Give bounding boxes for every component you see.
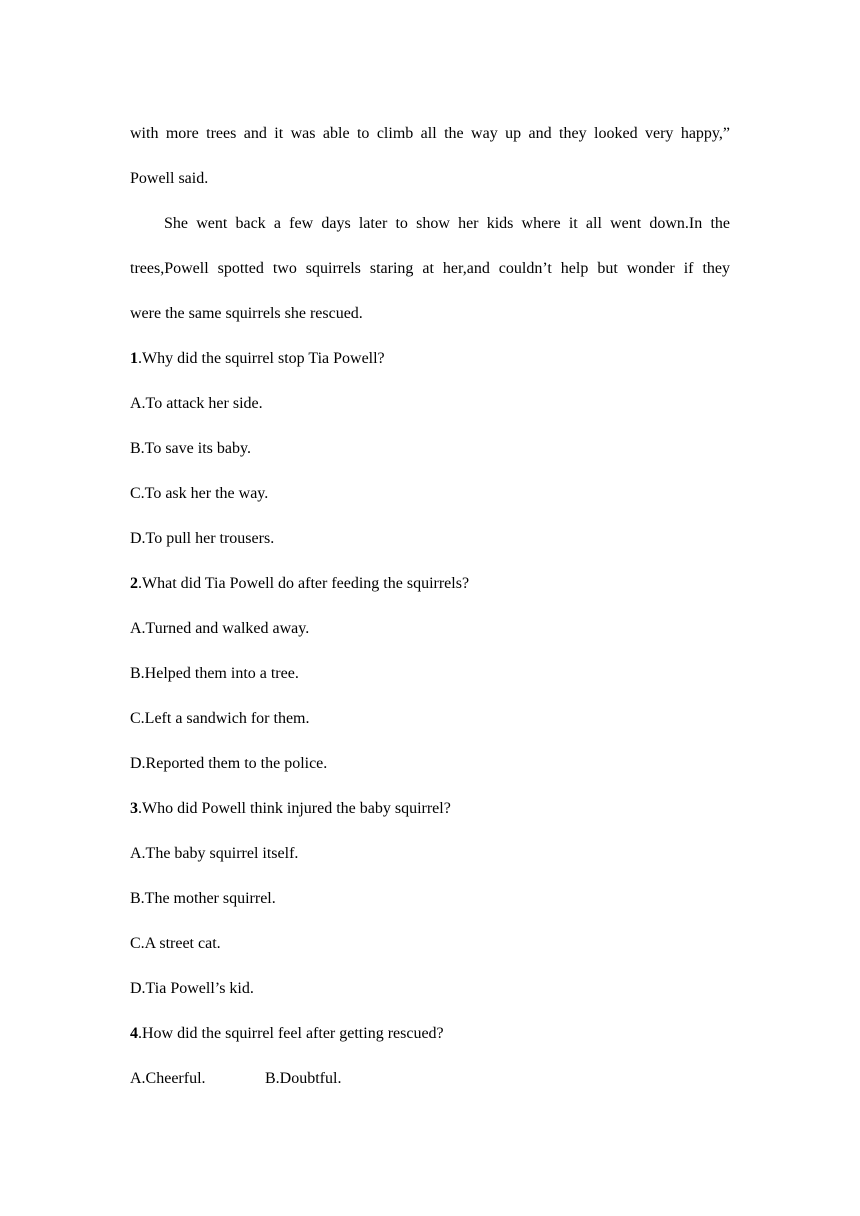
question-4-stem xyxy=(130,1011,730,1056)
question-1-stem xyxy=(130,336,730,381)
question-2-option-d: D.Reported them to the police. xyxy=(130,755,328,772)
passage-line: with more trees and it was able to climb all the way up and they looked very happy,” xyxy=(130,125,730,142)
document-page xyxy=(130,111,730,1101)
question-number: 2 xyxy=(130,575,138,592)
question-number: 1 xyxy=(130,350,138,367)
passage-line: She went back a few days later to show her kids where it all went down.In the xyxy=(164,215,730,232)
question-4-option-b: B.Doubtful. xyxy=(265,1070,342,1087)
question-2-option-a: A.Turned and walked away. xyxy=(130,620,310,637)
question-3-option-a: A.The baby squirrel itself. xyxy=(130,845,299,862)
question-4-options-row xyxy=(130,1056,730,1101)
question-2-option-c: C.Left a sandwich for them. xyxy=(130,710,310,727)
question-4-option-a: A.Cheerful. xyxy=(130,1070,206,1087)
passage-line: Powell said. xyxy=(130,170,209,187)
question-1-option-c: C.To ask her the way. xyxy=(130,485,269,502)
question-2-option-b: B.Helped them into a tree. xyxy=(130,665,299,682)
question-text: .How did the squirrel feel after getting rescued? xyxy=(138,1025,444,1042)
question-3-option-b: B.The mother squirrel. xyxy=(130,890,276,907)
question-1-option-d: D.To pull her trousers. xyxy=(130,530,275,547)
question-number: 3 xyxy=(130,800,138,817)
question-3-stem xyxy=(130,786,730,831)
question-3-option-d: D.Tia Powell’s kid. xyxy=(130,980,254,997)
passage-line: were the same squirrels she rescued. xyxy=(130,305,363,322)
question-2-stem xyxy=(130,561,730,606)
question-1-option-b: B.To save its baby. xyxy=(130,440,251,457)
question-text: .Who did Powell think injured the baby squirrel? xyxy=(138,800,451,817)
passage-line: trees,Powell spotted two squirrels staring at her,and couldn’t help but wonder if they xyxy=(130,260,730,277)
question-1-option-a: A.To attack her side. xyxy=(130,395,263,412)
question-text: .Why did the squirrel stop Tia Powell? xyxy=(138,350,385,367)
question-number: 4 xyxy=(130,1025,138,1042)
question-text: .What did Tia Powell do after feeding the squirrels? xyxy=(138,575,470,592)
question-3-option-c: C.A street cat. xyxy=(130,935,221,952)
